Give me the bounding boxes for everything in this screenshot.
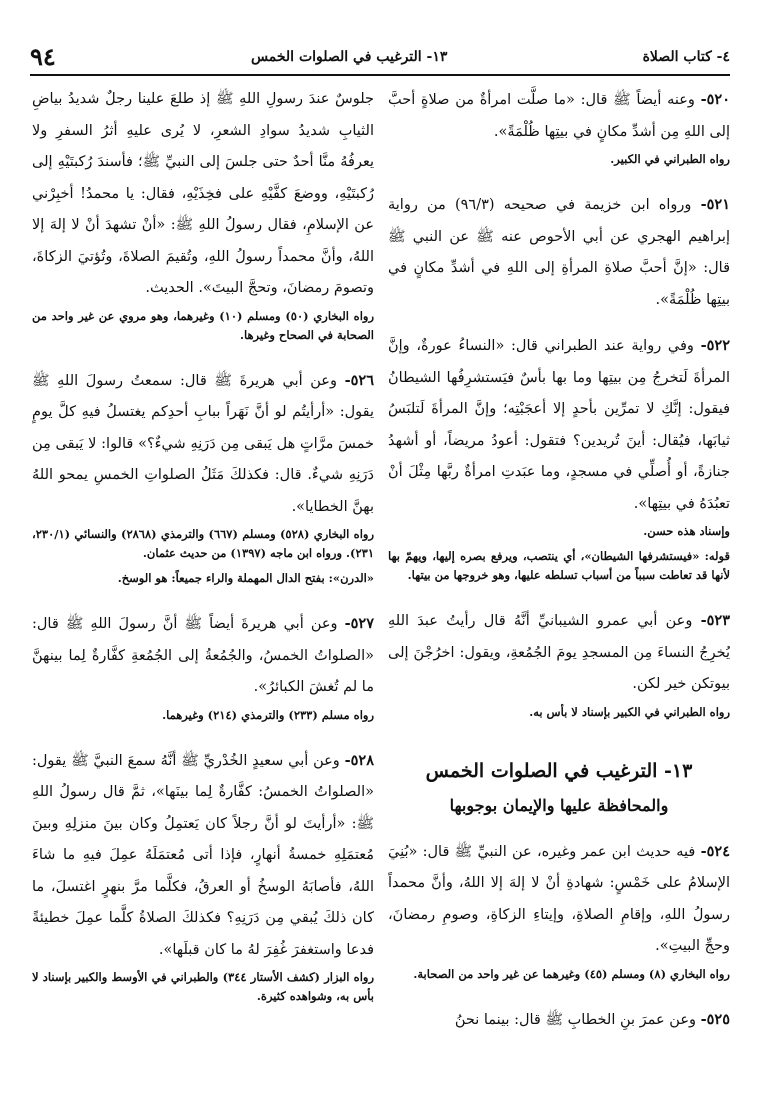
hadith-528 xyxy=(32,745,374,967)
hadith-528-reference: رواه البزار (كشف الأستار ٣٤٤) والطبراني في الأوسط والكبير بإسناد لا بأس به، وشواهده كثيرة. xyxy=(32,970,374,1003)
hadith-text: ورواه ابن خزيمة في صحيحه (٩٦/٣) من رواية إبراهيم الهجري عن أبي الأحوص عنه ﷺ عن النبي ﷺ قال: «إنَّ أحبَّ صلاةِ المرأةِ إلى اللهِ في أشدِّ مكانٍ في بيتِها ظُلْمَةً». xyxy=(388,197,730,308)
hadith-522-grading: وإسناد هذه حسن. xyxy=(643,524,730,538)
spacer xyxy=(388,990,730,1004)
hadith-526 xyxy=(32,365,374,524)
hadith-520 xyxy=(388,84,730,148)
spacer xyxy=(32,731,374,745)
hadith-522-explanation: قوله: «فيستشرفها الشيطان»، أي ينتصب، ويرفع بصره إليها، ويهمّ بها لأنها قد تعاطت سبباً من أسباب تسلطه عليها، وهو خروجها من بيتها. xyxy=(388,549,730,582)
spacer xyxy=(32,351,374,365)
hadith-number: ٥٢٧- xyxy=(344,615,374,632)
chapter-subtitle: والمحافظة عليها والإيمان بوجوبها xyxy=(449,795,669,815)
hadith-number: ٥٢١- xyxy=(700,196,730,213)
hadith-text: فيه حديث ابن عمر وغيره، عن النبيِّ ﷺ قال: «بُنِيَ الإسلامُ على خَمْسٍ: شهادةِ أنْ لا إلهَ إلا اللهُ، وأنَّ محمداً رسولُ اللهِ، وإقامِ الصلاةِ، وإيتاءِ الزكاةِ، وصومِ رمضانَ، وحجِّ البيتِ». xyxy=(388,843,730,954)
chapter-heading xyxy=(388,752,730,822)
hadith-text: وعن أبي هريرةَ أيضاً ﷺ أنَّ رسولَ اللهِ ﷺ قال: «الصلواتُ الخمسُ، والجُمُعةُ إلى الجُمُعةِ كفَّارةٌ لِما بينهنَّ ما لم تُغشَ الكبائرُ». xyxy=(32,616,374,695)
hadith-520-reference: رواه الطبراني في الكبير. xyxy=(610,152,730,166)
hadith-524 xyxy=(388,836,730,963)
spacer xyxy=(388,728,730,752)
hadith-number: ٥٢٠- xyxy=(700,91,730,108)
hadith-number: ٥٢٨- xyxy=(344,751,374,769)
spacer xyxy=(388,175,730,189)
hadith-526-reference: رواه البخاري (٥٢٨) ومسلم (٦٦٧) والترمذي (٢٨٦٨) والنسائي (٢٣٠/١، ٢٣١). ورواه ابن ماجه (١٣٩٧) من حديث عثمان. xyxy=(32,527,374,560)
left-column xyxy=(32,84,374,1071)
hadith-525-continued: جلوسٌ عندَ رسولِ اللهِ ﷺ إذ طلعَ علينا رجلٌ شديدُ بياضِ الثيابِ شديدُ سوادِ الشعرِ، لا يُرى عليهِ أثرُ السفرِ ولا يعرفُهُ منَّا أحدٌ حتى جلسَ إلى النبيِّ ﷺ؛ فأسندَ رُكبتَيْهِ إلى رُكبتَيْهِ، ووضعَ كفَّيْهِ على فخِذَيْهِ، فقال: يا محمدُ! أخبِرْني عن الإسلامِ، فقال رسولُ اللهِ ﷺ: «أنْ تشهدَ أنْ لا إلهَ إلا اللهُ، وأنَّ محمداً رسولُ اللهِ، وتُقيمَ الصلاةَ، وتُؤتيَ الزكاةَ، وتصومَ رمضانَ، وتحجَّ البيتَ». الحديث. xyxy=(32,91,374,296)
hadith-number: ٥٢٥- xyxy=(700,1010,730,1028)
hadith-525 xyxy=(388,1004,730,1037)
hadith-text: وفي رواية عند الطبراني قال: «النساءُ عورةٌ، وإنَّ المرأةَ لَتخرجُ مِن بيتِها وما بها بأسٌ فيَستشرِفُها الشيطانُ فيقول: إنَّكِ لا تمرِّين بأحدٍ إلا أعجَبْتِه؛ وإنَّ المرأةَ لَتلبَسُ ثيابَها، فيُقال: أينَ تُريدين؟ فتقول: أعودُ مريضاً، أو أشهدُ جنازةً، أو أُصلِّي في مسجدٍ، وما عبَدتِ امرأةٌ ربَّها مِثْلَ أنْ تعبُدَهُ في بيتِها». xyxy=(388,338,730,512)
hadith-text: وعنه أيضاً ﷺ قال: «ما صلَّت امرأةٌ من صلاةٍ أحبَّ إلى اللهِ مِن أشدِّ مكانٍ في بيتِها ظُلْمَةً». xyxy=(388,92,730,140)
hadith-525-reference: رواه البخاري (٥٠) ومسلم (١٠) وغيرهما، وهو مروي عن غير واحد من الصحابة في الصحاح وغيرها. xyxy=(32,308,374,342)
hadith-526-explanation: «الدرن»: بفتح الدال المهملة والراء جميعاً: هو الوسخ. xyxy=(117,571,374,585)
hadith-number: ٥٢٢- xyxy=(700,337,730,354)
hadith-number: ٥٢٦- xyxy=(344,371,374,389)
right-column xyxy=(388,84,730,1071)
spacer xyxy=(32,594,374,608)
running-section-title: ١٣- الترغيب في الصلوات الخمس xyxy=(250,49,448,65)
spacer xyxy=(388,591,730,605)
header-rule xyxy=(30,74,730,76)
hadith-521 xyxy=(388,189,730,316)
hadith-523 xyxy=(388,605,730,701)
hadith-527 xyxy=(32,608,374,704)
hadith-522 xyxy=(388,330,730,520)
chapter-title: ١٣- الترغيب في الصلوات الخمس xyxy=(425,759,693,782)
hadith-text: وعن أبي عمرو الشيبانيِّ أنَّهُ قال رأيتُ عبدَ اللهِ يُخرِجُ النساءَ مِن المسجدِ يومَ الجُمُعةِ، ويقول: اخرُجْنَ إلى بيوتكن خير لكن. xyxy=(388,613,730,692)
hadith-number: ٥٢٤- xyxy=(700,842,730,860)
page-number: ٩٤ xyxy=(30,42,56,71)
hadith-524-reference: رواه البخاري (٨) ومسلم (٤٥) وغيرهما عن غير واحد من الصحابة. xyxy=(413,966,730,981)
hadith-number: ٥٢٣- xyxy=(700,612,730,629)
hadith-text: وعن أبي هريرةَ ﷺ قال: سمعتُ رسولَ اللهِ ﷺ يقول: «أرأيتُم لو أنَّ نَهَراً ببابِ أحدِكم يغتسلُ فيهِ كلَّ يومٍ خمسَ مرَّاتٍ هل يَبقى مِن دَرَنِهِ شيءٌ؟» قالوا: لا يَبقى مِن دَرَنِهِ شيءٌ. قال: فكذلكَ مَثَلُ الصلواتِ الخمسِ يمحو اللهُ بهنَّ الخطايا». xyxy=(32,372,374,515)
spacer xyxy=(388,316,730,330)
hadith-text: وعن أبي سعيدٍ الخُدْريِّ ﷺ أنَّهُ سمعَ النبيَّ ﷺ يقول: «الصلواتُ الخمسُ: كفَّارةٌ لِما بينَها»، ثمَّ قال رسولُ اللهِ ﷺ: «أرأيتَ لو أنَّ رجلاً كان يَعتمِلُ وكان بينَ منزلِهِ وبينَ مُعتمَلِهِ خمسةُ أنهارٍ، فإذا أتى مُعتمَلَهُ عمِلَ فيهِ ما شاءَ اللهُ، فأصابَهُ الوسخُ أو العرقُ، فكلَّما مرَّ بنهرٍ اغتسلَ، ما كان ذلكَ يُبقي مِن دَرَنِهِ؟ فكذلكَ الصلاةُ كلَّما عمِلَ خطيئةً فدعا واستغفرَ غُفِرَ لهُ ما كان قبلَها». xyxy=(32,752,374,958)
hadith-523-reference: رواه الطبراني في الكبير بإسناد لا بأس به. xyxy=(529,704,730,719)
spacer xyxy=(388,822,730,836)
hadith-text: وعن عمرَ بنِ الخطابِ ﷺ قال: بينما نحنُ xyxy=(454,1011,696,1028)
running-book-title: ٤- كتاب الصلاة xyxy=(642,49,730,65)
hadith-527-reference: رواه مسلم (٢٣٣) والترمذي (٢١٤) وغيرهما. xyxy=(162,707,374,722)
page-header xyxy=(30,38,730,72)
